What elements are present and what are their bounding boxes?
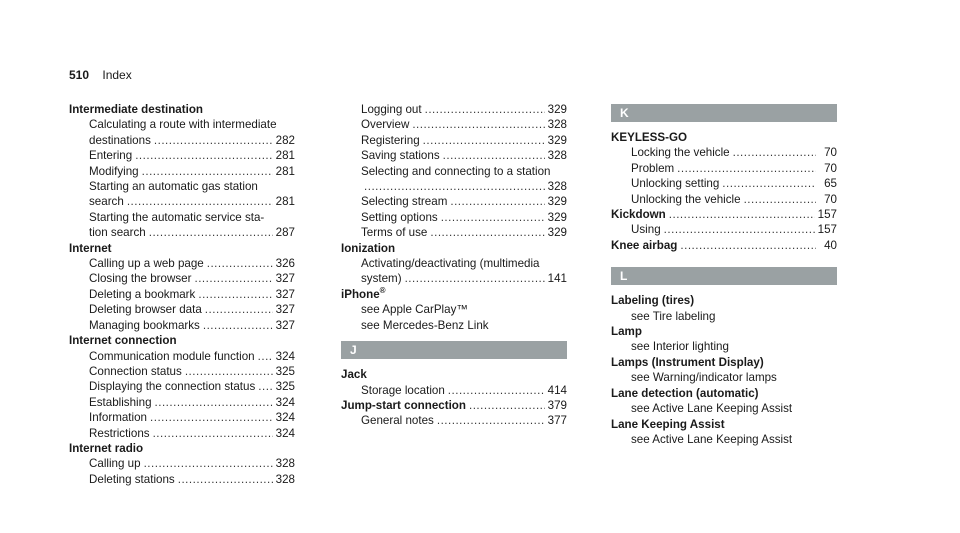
- leader-dots: [405, 271, 545, 286]
- page-ref[interactable]: 329: [547, 210, 567, 224]
- page-ref[interactable]: 70: [824, 146, 837, 160]
- section-header-l: L: [611, 267, 837, 285]
- leader-dots: [443, 148, 545, 163]
- index-entry[interactable]: Communication module function ..... 324: [69, 349, 295, 364]
- index-entry-text: Selecting and connecting to a station: [361, 164, 551, 178]
- index-entry[interactable]: tion search ..... 287: [69, 225, 295, 240]
- index-term: Lamp: [611, 325, 642, 339]
- leader-dots: [178, 472, 273, 487]
- leader-dots: [149, 225, 273, 240]
- index-entry[interactable]: Overview ..... 328: [341, 117, 567, 132]
- leader-dots: [469, 398, 545, 413]
- page-number: 510: [69, 68, 90, 82]
- index-entry-text: Starting the automatic service sta-: [89, 210, 265, 224]
- leader-dots: [412, 117, 544, 132]
- leader-dots: [205, 302, 273, 317]
- cross-reference[interactable]: see Interior lighting: [631, 340, 729, 354]
- index-entry[interactable]: [341, 179, 567, 194]
- leader-dots: [154, 133, 273, 148]
- cross-reference[interactable]: see Mercedes-Benz Link: [361, 318, 489, 332]
- index-entry[interactable]: Calling up a web page ..... 326: [69, 256, 295, 271]
- index-entry[interactable]: Displaying the connection status ..... 325: [69, 379, 295, 394]
- page-ref[interactable]: 379: [547, 398, 567, 412]
- index-entry[interactable]: Knee airbag ..... 40: [611, 238, 837, 253]
- leader-dots: [664, 222, 815, 237]
- index-entry[interactable]: Saving stations ..... 328: [341, 148, 567, 163]
- index-entry[interactable]: Connection status ..... 325: [69, 364, 295, 379]
- cross-reference[interactable]: see Active Lane Keeping Assist: [631, 432, 793, 446]
- page-ref[interactable]: 414: [547, 383, 567, 397]
- index-entry[interactable]: Selecting stream ..... 329: [341, 194, 567, 209]
- index-entry[interactable]: Deleting browser data ..... 327: [69, 302, 295, 317]
- index-term: Lane Keeping Assist: [611, 417, 725, 431]
- index-column-1: [69, 102, 295, 487]
- leader-dots: [258, 379, 272, 394]
- page-ref[interactable]: 324: [275, 426, 295, 440]
- index-entry[interactable]: search ..... 281: [69, 194, 295, 209]
- page-ref[interactable]: 325: [275, 364, 295, 378]
- leader-dots: [450, 194, 544, 209]
- index-term: Internet connection: [69, 334, 177, 348]
- index-entry[interactable]: Jump-start connection ..... 379: [341, 398, 567, 413]
- page-ref[interactable]: 328: [275, 457, 295, 471]
- cross-reference[interactable]: see Warning/indicator lamps: [631, 371, 777, 385]
- leader-dots: [142, 164, 273, 179]
- leader-dots: [153, 426, 273, 441]
- index-entry[interactable]: Terms of use ..... 329: [341, 225, 567, 240]
- index-term: Lamps (Instrument Display): [611, 355, 764, 369]
- index-entry[interactable]: Closing the browser ..... 327: [69, 271, 295, 286]
- index-entry[interactable]: Managing bookmarks ..... 327: [69, 318, 295, 333]
- page-ref[interactable]: 65: [824, 177, 837, 191]
- index-entry[interactable]: Locking the vehicle ..... 70: [611, 145, 837, 160]
- page-ref[interactable]: 325: [275, 380, 295, 394]
- leader-dots: [364, 179, 545, 194]
- header-section: Index: [102, 68, 132, 82]
- index-entry[interactable]: system) ..... 141: [341, 271, 567, 286]
- section-header-k: K: [611, 104, 837, 122]
- index-entry[interactable]: Calling up ..... 328: [69, 456, 295, 471]
- leader-dots: [144, 456, 273, 471]
- leader-dots: [155, 395, 273, 410]
- cross-reference[interactable]: see Active Lane Keeping Assist: [631, 402, 793, 416]
- index-entry[interactable]: Problem ..... 70: [611, 161, 837, 176]
- cross-reference[interactable]: see Tire labeling: [631, 309, 716, 323]
- index-term: Internet: [69, 241, 112, 255]
- index-entry[interactable]: Registering ..... 329: [341, 133, 567, 148]
- index-entry[interactable]: Storage location ..... 414: [341, 383, 567, 398]
- page-ref[interactable]: 327: [275, 318, 295, 332]
- leader-dots: [198, 287, 272, 302]
- index-column-3: [611, 102, 837, 447]
- leader-dots: [185, 364, 273, 379]
- leader-dots: [677, 161, 816, 176]
- index-entry[interactable]: Information ..... 324: [69, 410, 295, 425]
- index-entry[interactable]: Modifying ..... 281: [69, 164, 295, 179]
- page-ref[interactable]: 70: [824, 192, 837, 206]
- page-ref[interactable]: 324: [275, 411, 295, 425]
- index-term: Ionization: [341, 241, 396, 255]
- leader-dots: [207, 256, 273, 271]
- page-ref[interactable]: 40: [824, 238, 837, 252]
- cross-reference[interactable]: see Apple CarPlay™: [361, 303, 468, 317]
- leader-dots: [437, 413, 545, 428]
- page-ref[interactable]: 327: [275, 303, 295, 317]
- leader-dots: [744, 192, 816, 207]
- page-ref[interactable]: 157: [817, 223, 837, 237]
- leader-dots: [425, 102, 545, 117]
- page-ref[interactable]: 281: [275, 149, 295, 163]
- index-entry[interactable]: Entering ..... 281: [69, 148, 295, 163]
- registered-mark: ®: [379, 286, 386, 296]
- index-term: Labeling (tires): [611, 294, 695, 308]
- leader-dots: [669, 207, 815, 222]
- page-ref[interactable]: 70: [824, 161, 837, 175]
- section-header-j: J: [341, 341, 567, 359]
- page-ref[interactable]: 328: [547, 180, 567, 194]
- index-term: Jack: [341, 368, 367, 382]
- index-entry[interactable]: Unlocking the vehicle ..... 70: [611, 192, 837, 207]
- leader-dots: [448, 383, 545, 398]
- leader-dots: [150, 410, 273, 425]
- index-entry[interactable]: Deleting a bookmark ..... 327: [69, 287, 295, 302]
- index-term: Lane detection (automatic): [611, 386, 759, 400]
- page-ref[interactable]: 324: [275, 349, 295, 363]
- page-ref[interactable]: 326: [275, 257, 295, 271]
- index-entry[interactable]: Establishing ..... 324: [69, 395, 295, 410]
- index-column-2: [341, 102, 567, 429]
- page-ref[interactable]: 327: [275, 272, 295, 286]
- leader-dots: [127, 194, 273, 209]
- index-entry[interactable]: Kickdown ..... 157: [611, 207, 837, 222]
- index-term: KEYLESS-GO: [611, 131, 688, 144]
- page-ref[interactable]: 377: [547, 414, 567, 428]
- page-ref[interactable]: 281: [275, 164, 295, 178]
- index-entry[interactable]: Restrictions ..... 324: [69, 426, 295, 441]
- index-term: Internet radio: [69, 441, 144, 455]
- index-term: Intermediate destination: [69, 103, 203, 116]
- leader-dots: [430, 225, 544, 240]
- leader-dots: [680, 238, 816, 253]
- leader-dots: [423, 133, 545, 148]
- page-ref[interactable]: 329: [547, 226, 567, 240]
- leader-dots: [194, 271, 272, 286]
- leader-dots: [722, 176, 816, 191]
- page-ref[interactable]: 281: [275, 195, 295, 209]
- page-ref[interactable]: 327: [275, 287, 295, 301]
- page-ref[interactable]: 329: [547, 103, 567, 116]
- leader-dots: [258, 349, 273, 364]
- index-term: iPhone®: [341, 286, 386, 301]
- index-entry[interactable]: Deleting stations ..... 328: [69, 472, 295, 487]
- page-ref[interactable]: 324: [275, 395, 295, 409]
- page-ref[interactable]: 329: [547, 195, 567, 209]
- page-ref[interactable]: 141: [547, 272, 567, 286]
- leader-dots: [441, 210, 545, 225]
- page-ref[interactable]: 157: [817, 208, 837, 222]
- index-entry[interactable]: Setting options ..... 329: [341, 210, 567, 225]
- page-ref[interactable]: 328: [547, 149, 567, 163]
- page-header: [69, 68, 132, 82]
- leader-dots: [733, 145, 816, 160]
- index-entry[interactable]: General notes ..... 377: [341, 413, 567, 428]
- index-entry-text: Activating/deactivating (multimedia: [361, 257, 540, 271]
- index-entry[interactable]: Using ..... 157: [611, 222, 837, 237]
- leader-dots: [135, 148, 272, 163]
- leader-dots: [203, 318, 273, 333]
- index-entry[interactable]: destinations ..... 282: [69, 133, 295, 148]
- page-ref[interactable]: 328: [275, 472, 295, 486]
- page-ref[interactable]: 329: [547, 133, 567, 147]
- page-ref[interactable]: 287: [275, 226, 295, 240]
- page-ref[interactable]: 282: [275, 133, 295, 147]
- index-entry-text: Calculating a route with intermediate: [89, 118, 277, 132]
- index-entry[interactable]: Logging out ..... 329: [341, 102, 567, 117]
- index-entry-text: Starting an automatic gas station: [89, 180, 258, 194]
- index-entry[interactable]: Unlocking setting ..... 65: [611, 176, 837, 191]
- page-ref[interactable]: 328: [547, 118, 567, 132]
